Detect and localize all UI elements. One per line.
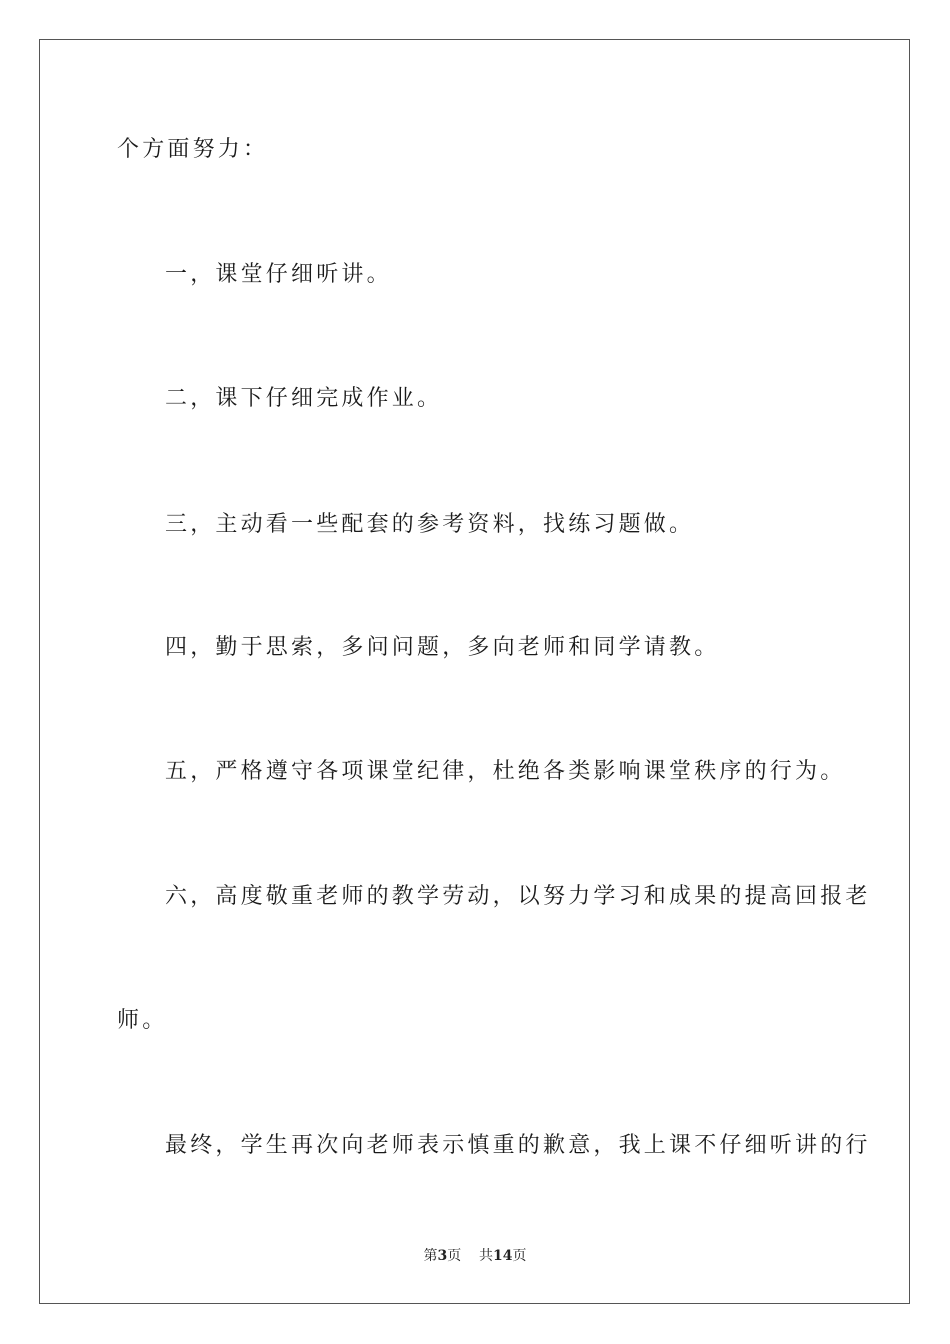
list-item-5: 五，严格遵守各项课堂纪律，杜绝各类影响课堂秩序的行为。 xyxy=(165,759,846,784)
list-item-6: 六，高度敬重老师的教学劳动，以努力学习和成果的提高回报老 xyxy=(165,884,871,909)
list-item-6-continuation: 师。 xyxy=(117,1008,168,1033)
closing-paragraph: 最终，学生再次向老师表示慎重的歉意，我上课不仔细听讲的行 xyxy=(165,1133,871,1158)
list-item-3: 三，主动看一些配套的参考资料，找练习题做。 xyxy=(165,512,695,537)
footer-total-pages: 14 xyxy=(493,1248,513,1264)
footer-total-suffix: 页 xyxy=(512,1248,527,1264)
page-footer xyxy=(0,1247,950,1265)
footer-page-suffix: 页 xyxy=(447,1248,462,1264)
footer-page-number: 3 xyxy=(437,1248,448,1264)
paragraph-line: 个方面努力： xyxy=(117,137,269,162)
footer-total-prefix: 共 xyxy=(479,1248,494,1264)
footer-page-prefix: 第 xyxy=(423,1248,438,1264)
page-border xyxy=(39,39,910,1304)
list-item-4: 四，勤于思索，多问问题，多向老师和同学请教。 xyxy=(165,635,720,660)
list-item-2: 二，课下仔细完成作业。 xyxy=(165,386,443,411)
list-item-1: 一，课堂仔细听讲。 xyxy=(165,262,392,287)
